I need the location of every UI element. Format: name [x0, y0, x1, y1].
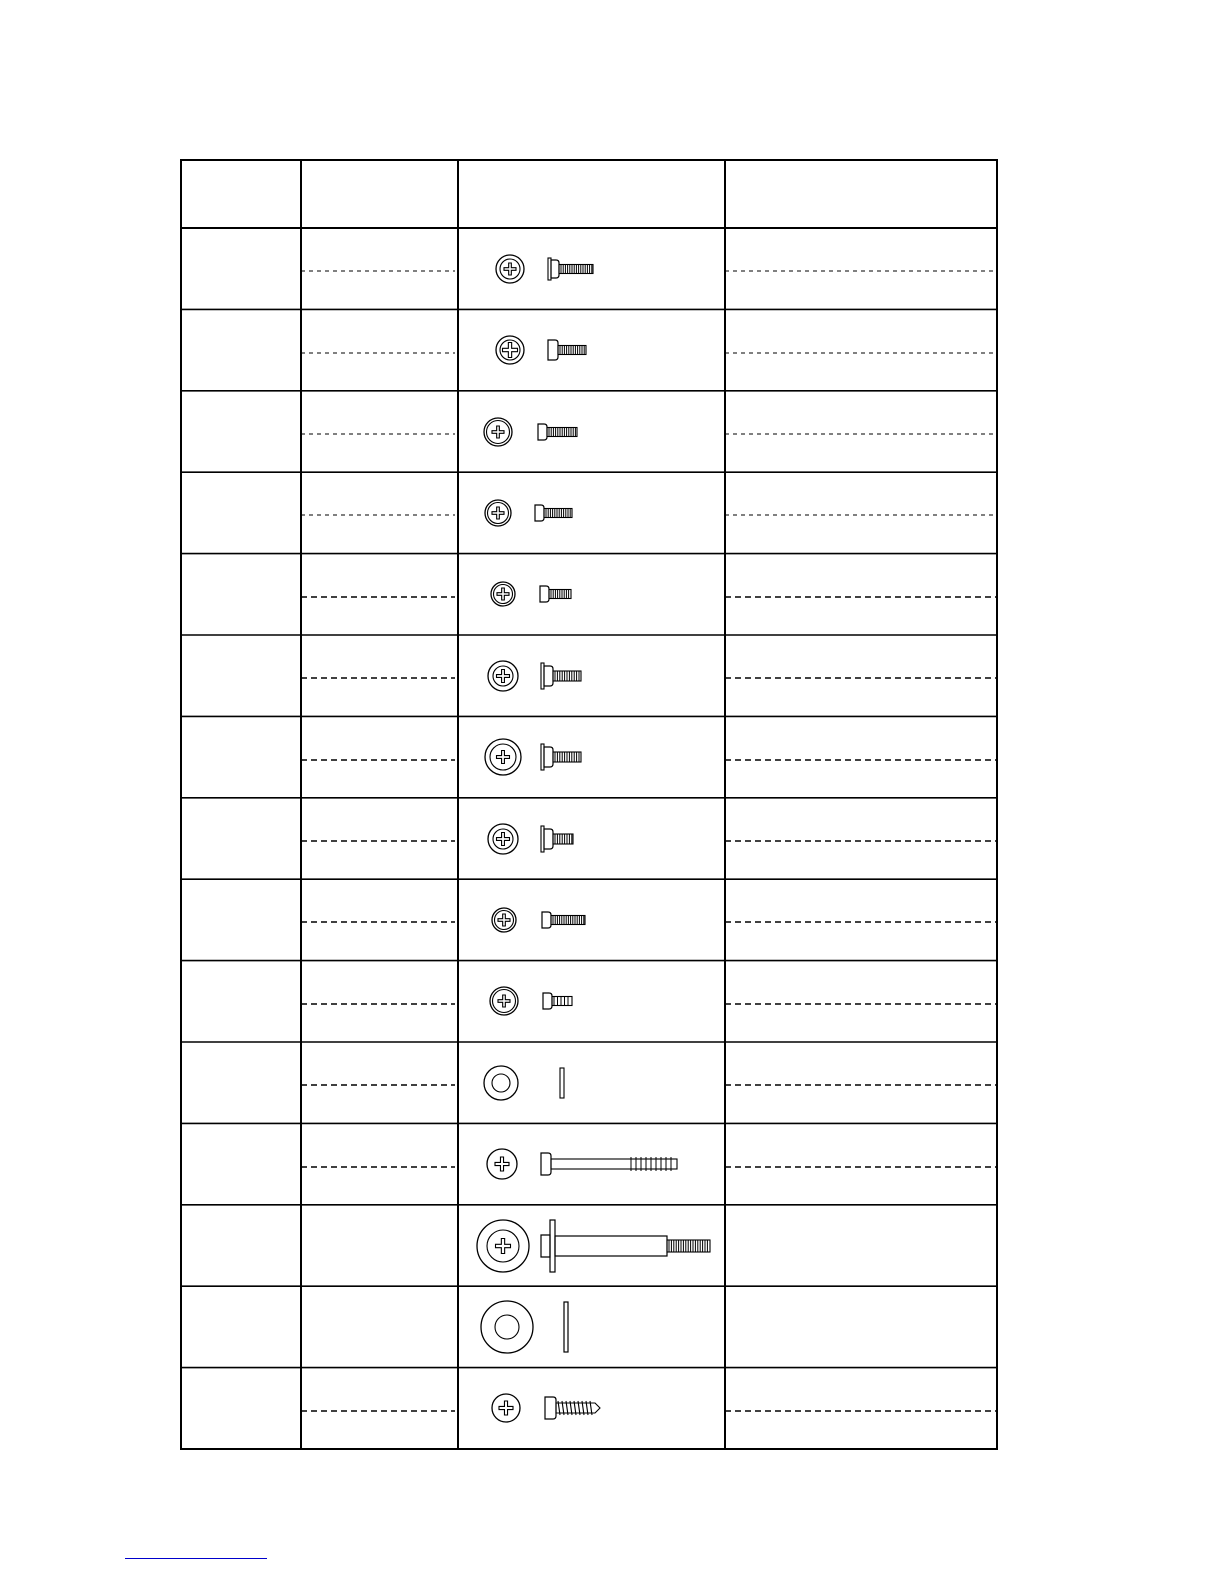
- table-row: [181, 1220, 997, 1286]
- bolt-top-view: [477, 1220, 529, 1272]
- table-row: [181, 1301, 997, 1368]
- screw-top-view: [492, 908, 516, 932]
- part-illustration: [488, 824, 573, 854]
- table-body: [181, 255, 997, 1422]
- screw-side-view: [541, 663, 581, 689]
- washer-side-view: [560, 1068, 564, 1098]
- screw-top-view: [491, 582, 515, 606]
- table-row: [181, 824, 997, 879]
- part-illustration: [492, 908, 585, 932]
- table-row: [181, 661, 997, 716]
- table-row: [181, 582, 997, 635]
- screw-top-view: [496, 336, 524, 364]
- screw-top-view: [490, 987, 518, 1015]
- table-row: [181, 987, 997, 1042]
- screw-top-view: [488, 661, 518, 691]
- screw-side-view: [541, 744, 581, 770]
- screw-top-view: [492, 1394, 520, 1422]
- part-illustration: [481, 1301, 568, 1353]
- table-row: [181, 739, 997, 798]
- screw-top-view: [496, 255, 524, 283]
- washer-top-view: [484, 1066, 518, 1100]
- table-row: [181, 418, 997, 472]
- screw-side-view: [548, 258, 593, 280]
- screw-top-view: [485, 500, 511, 526]
- part-illustration: [484, 418, 577, 446]
- screw-top-view: [488, 824, 518, 854]
- screw-side-view: [535, 505, 572, 521]
- screw-top-view: [484, 418, 512, 446]
- part-illustration: [490, 987, 572, 1015]
- screw-side-view: [545, 1397, 600, 1419]
- header-cell: [459, 161, 724, 227]
- part-illustration: [484, 1066, 564, 1100]
- screw-side-view: [541, 826, 573, 852]
- header-cell: [302, 161, 457, 227]
- part-illustration: [485, 739, 581, 775]
- screw-side-view: [543, 993, 572, 1009]
- part-illustration: [485, 500, 572, 526]
- part-illustration: [487, 1149, 677, 1179]
- screw-side-view: [540, 586, 571, 602]
- table-row: [181, 1066, 997, 1123]
- part-illustration: [491, 582, 571, 606]
- table-row: [181, 1149, 997, 1205]
- footer-underline: [125, 1558, 267, 1559]
- table-row: [301, 1394, 997, 1422]
- table-row: [181, 336, 997, 391]
- screw-top-view: [487, 1149, 517, 1179]
- washer-side-view: [564, 1302, 568, 1352]
- table-row: [181, 500, 997, 554]
- screw-side-view: [548, 340, 586, 360]
- table-row: [181, 908, 997, 961]
- header-cell: [182, 161, 300, 227]
- washer-top-view: [481, 1301, 533, 1353]
- part-illustration: [496, 336, 586, 364]
- screw-side-view: [542, 912, 585, 928]
- bolt-side-view: [541, 1220, 710, 1272]
- table-header-row: [181, 161, 997, 228]
- screw-side-view: [541, 1153, 677, 1175]
- header-cell: [726, 161, 996, 227]
- part-illustration: [496, 255, 593, 283]
- screw-side-view: [538, 424, 577, 440]
- screw-top-view: [485, 739, 521, 775]
- part-illustration: [492, 1394, 600, 1422]
- part-illustration: [488, 661, 581, 691]
- part-illustration: [477, 1220, 710, 1272]
- table-row: [181, 255, 997, 309]
